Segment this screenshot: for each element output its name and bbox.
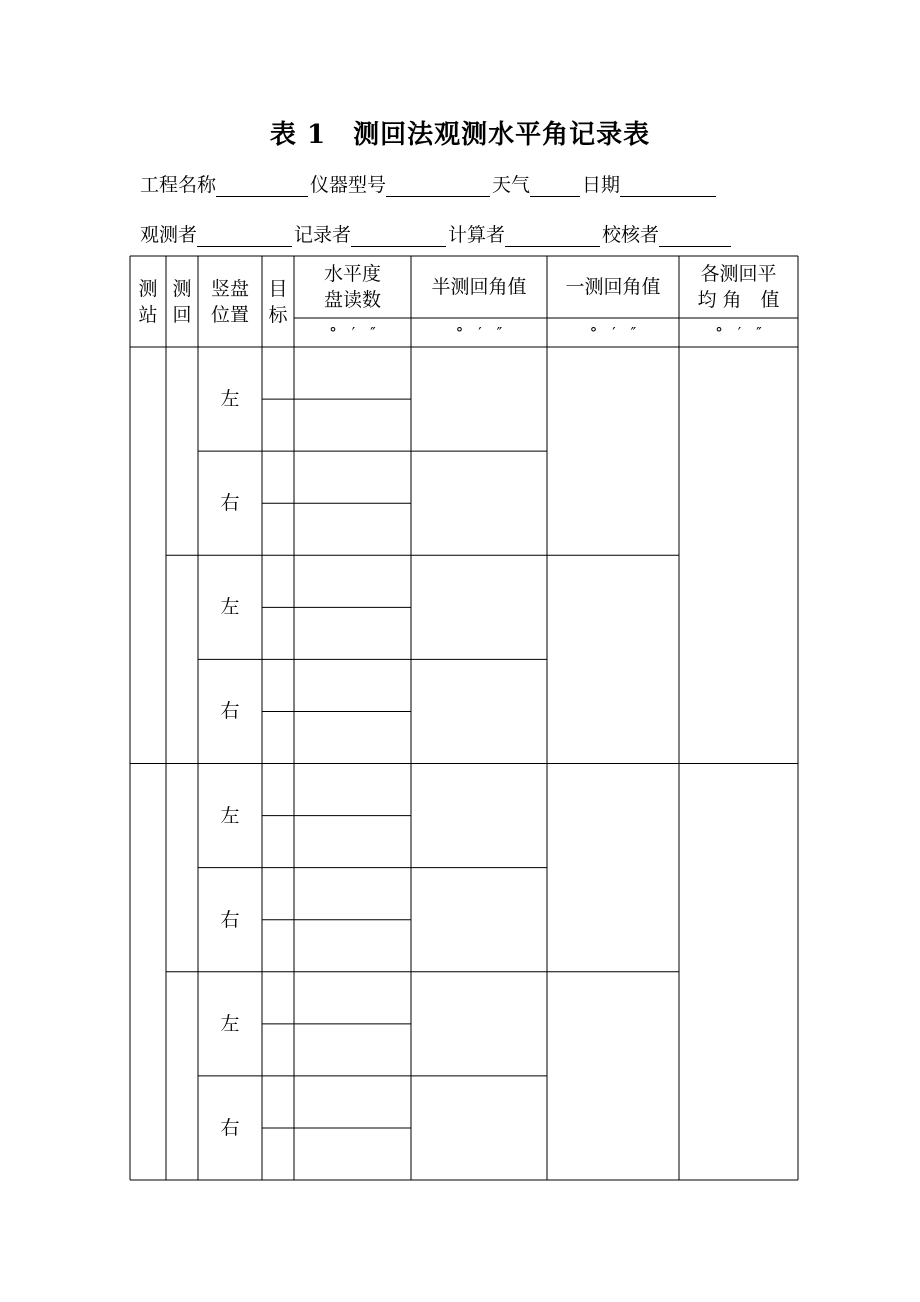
header-average-angle: 各测回平 均 角 值 [697, 263, 780, 311]
header-unit-dms: ° ′ ″ [329, 323, 376, 342]
face-right-label: 右 [220, 1116, 240, 1139]
face-left-label: 左 [220, 804, 240, 827]
header-unit-dms: ° ′ ″ [455, 323, 503, 342]
header-station: 测 站 [138, 277, 158, 326]
project-name-label: 工程名称 [140, 174, 217, 196]
face-left-label: 左 [220, 596, 240, 619]
face-left-label: 左 [220, 388, 240, 411]
calculator-label: 计算者 [448, 224, 506, 246]
date-label: 日期 [582, 174, 621, 196]
header-target: 目 标 [268, 277, 288, 326]
header-half-round-angle: 半测回角值 [431, 276, 527, 298]
header-round: 测 回 [172, 277, 192, 326]
face-right-label: 右 [220, 700, 240, 723]
recorder-label: 记录者 [294, 224, 352, 246]
page-title: 表 1 测回法观测水平角记录表 [269, 120, 651, 150]
face-right-label: 右 [220, 492, 240, 515]
face-left-label: 左 [220, 1012, 240, 1035]
header-face-position: 竖盘 位置 [210, 277, 249, 326]
header-circle-reading: 水平度 盘读数 [323, 263, 381, 311]
observer-label: 观测者 [140, 224, 198, 246]
header-one-round-angle: 一测回角值 [565, 276, 661, 298]
weather-label: 天气 [492, 174, 531, 196]
face-right-label: 右 [220, 908, 240, 931]
header-unit-dms: ° ′ ″ [589, 323, 637, 342]
instrument-model-label: 仪器型号 [310, 174, 387, 196]
checker-label: 校核者 [602, 224, 660, 246]
header-unit-dms: ° ′ ″ [715, 323, 762, 342]
